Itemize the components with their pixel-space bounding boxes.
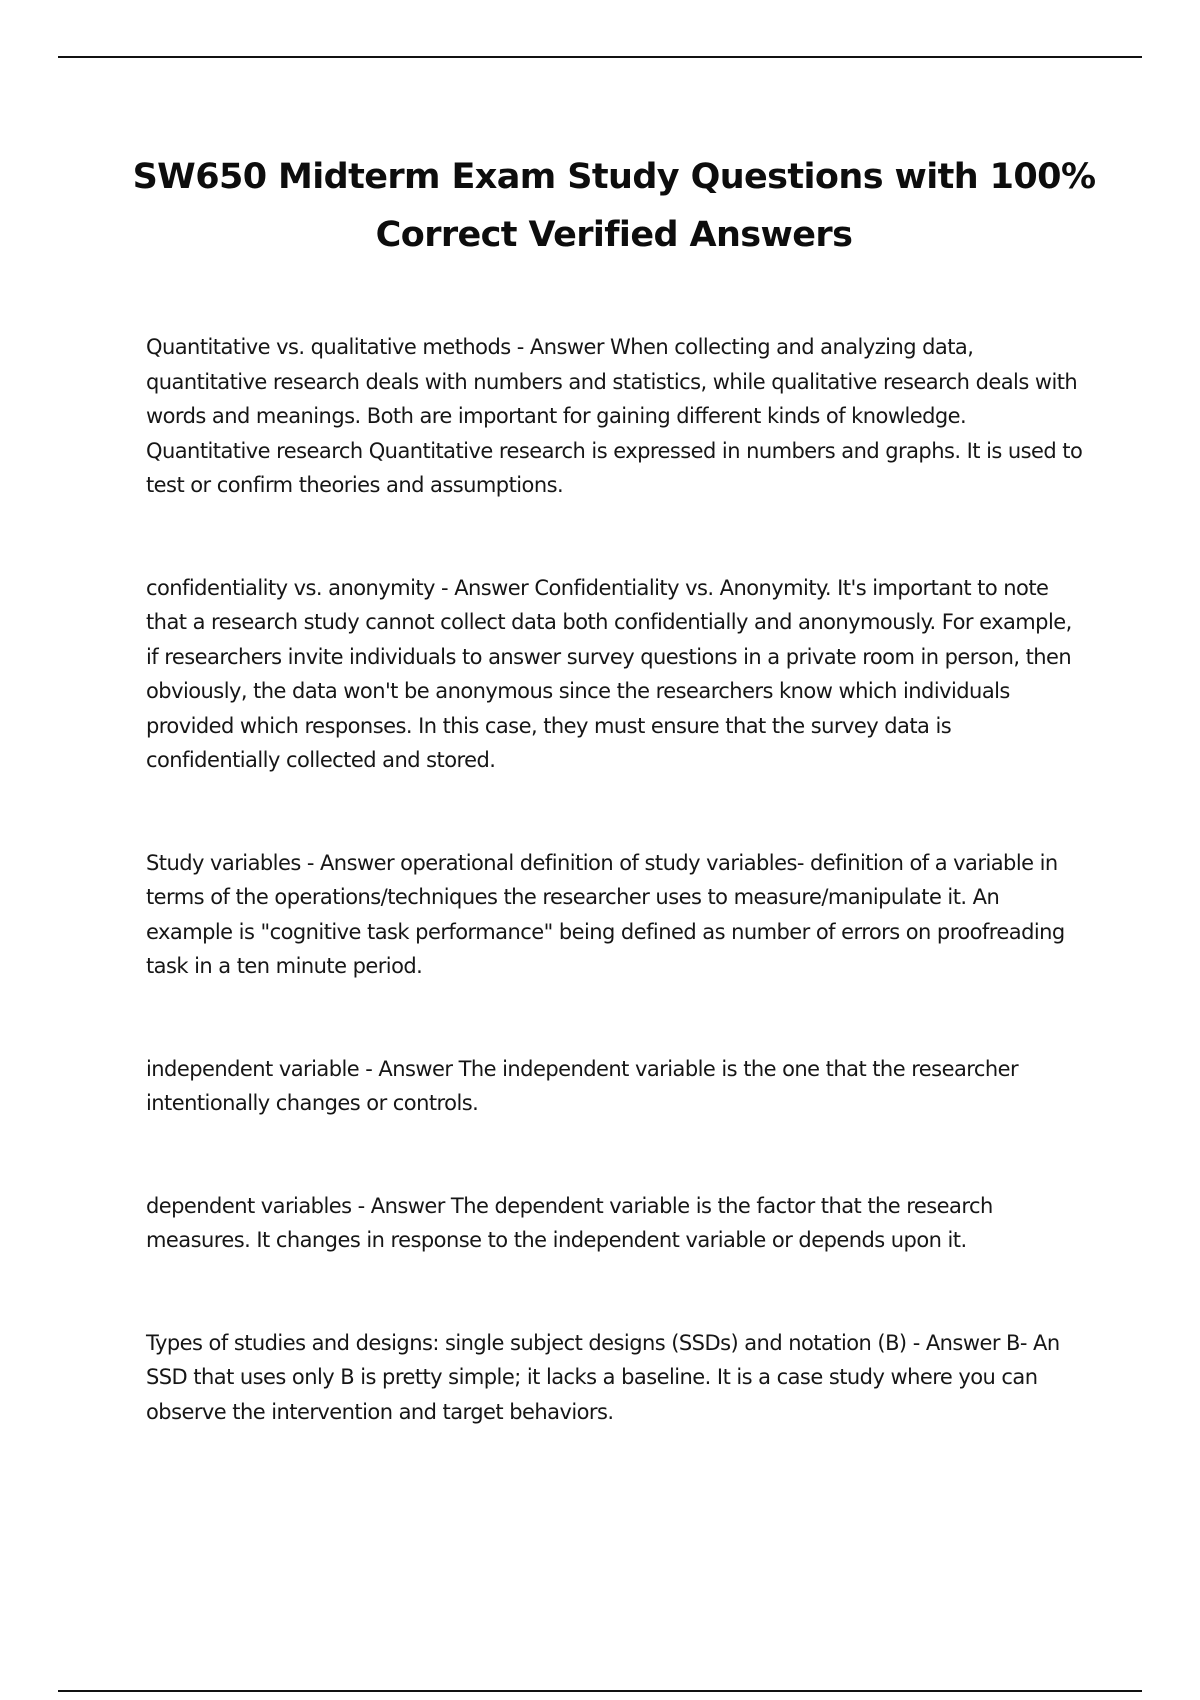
qa-item-confidentiality-vs-anonymity (146, 571, 1086, 778)
qa-list (146, 330, 1086, 1497)
header-rule (58, 56, 1142, 58)
qa-item-text: Quantitative vs. qualitative methods - Answer When collecting and analyzing data, quantitative research deals with numbers and statistics, while qualitative research deals with words and meanings. Both are important for gaining different kinds of knowledge. Quantitative research Quantitative research is expressed in numbers and graphs. It is used to test or confirm theories and assumptions. (146, 335, 1083, 497)
title-line-2: Correct Verified Answers (375, 215, 853, 255)
qa-item-quantitative-vs-qualitative (146, 330, 1086, 503)
qa-item-text: independent variable - Answer The independent variable is the one that the researcher intentionally changes or controls. (146, 1056, 1019, 1115)
qa-item-text: Types of studies and designs: single subject designs (SSDs) and notation (B) - Answer B- An SSD that uses only B is pretty simple; it lacks a baseline. It is a case study where you can observe the intervention and target behaviors. (146, 1330, 1060, 1424)
qa-item-text: dependent variables - Answer The dependent variable is the factor that the research measures. It changes in response to the independent variable or depends upon it. (146, 1193, 993, 1252)
qa-item-text: Study variables - Answer operational definition of study variables- definition of a variable in terms of the operations/techniques the researcher uses to measure/manipulate it. An example is "cognitive task performance" being defined as number of errors on proofreading task in a ten minute period. (146, 850, 1065, 978)
qa-item-single-subject-designs (146, 1326, 1086, 1430)
page-title (120, 148, 1108, 264)
qa-item-study-variables (146, 846, 1086, 984)
qa-item-text: confidentiality vs. anonymity - Answer Confidentiality vs. Anonymity. It's important to note that a research study cannot collect data both confidentially and anonymously. For example, if researchers invite individuals to answer survey questions in a private room in person, then obviously, the data won't be anonymous since the researchers know which individuals provided which responses. In this case, they must ensure that the survey data is confidentially collected and stored. (146, 575, 1072, 772)
title-line-1: SW650 Midterm Exam Study Questions with 100% (132, 157, 1096, 197)
qa-item-independent-variable (146, 1052, 1086, 1121)
footer-rule (58, 1690, 1142, 1692)
qa-item-dependent-variables (146, 1189, 1086, 1258)
